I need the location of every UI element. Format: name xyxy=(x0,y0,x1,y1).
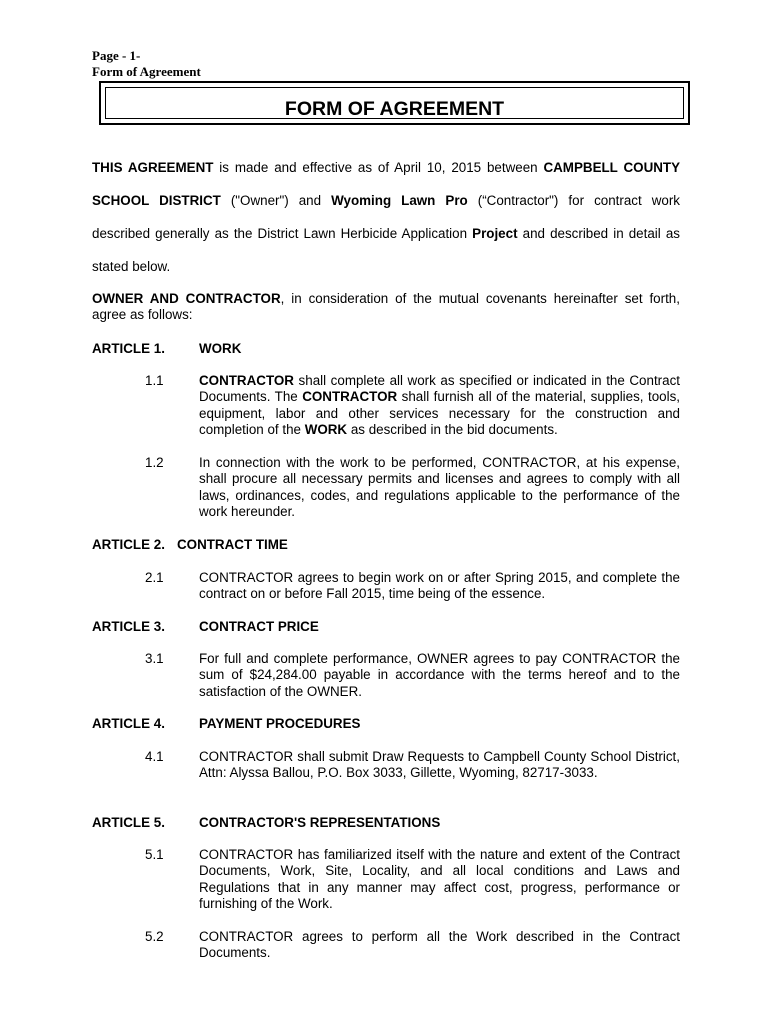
document-subtitle: Form of Agreement xyxy=(92,64,201,79)
bold-term: CONTRACTOR xyxy=(199,373,294,388)
page-number: Page - 1- xyxy=(92,48,141,63)
section-2-1-text: CONTRACTOR agrees to begin work on or after Spring 2015, and complete the contract on or before Fall 2015, time being of the essence. xyxy=(199,570,680,602)
contractor-name: Wyoming Lawn Pro xyxy=(331,193,468,208)
bold-term: CONTRACTOR xyxy=(302,389,398,405)
article-title: CONTRACTOR'S REPRESENTATIONS xyxy=(199,815,441,830)
title-box xyxy=(99,81,690,125)
article-title: WORK xyxy=(199,341,242,356)
section-number: 1.1 xyxy=(145,373,164,388)
intro-text: is made and effective as of April 10, 2015 between xyxy=(213,160,544,175)
intro-text: described generally as the District Lawn Herbicide Application xyxy=(92,226,473,241)
section-number: 5.1 xyxy=(145,847,164,862)
document-title: FORM OF AGREEMENT xyxy=(284,98,505,120)
section-5-2-text: CONTRACTOR agrees to perform all the Work described in the Contract Documents. xyxy=(199,929,680,961)
section-text: shall furnish all of the material, supplies, tools, equipment, labor and other services necessary for the construction and completion of the xyxy=(199,389,680,437)
intro-line-4: stated below. xyxy=(92,259,171,274)
intro-text: (“Contractor") for contract work xyxy=(467,193,680,208)
owner-name: CAMPBELL COUNTY xyxy=(543,160,681,175)
article-label: ARTICLE 5. xyxy=(92,815,165,830)
section-4-1-text: CONTRACTOR shall submit Draw Requests to Campbell County School District, Attn: Alyssa Ballou, P.O. Box 3033, Gillette, Wyoming, 82717-3033. xyxy=(199,749,680,781)
section-1-1-text xyxy=(199,373,680,438)
section-number: 3.1 xyxy=(145,651,164,666)
section-number: 5.2 xyxy=(145,929,164,944)
owner-contractor-bold: OWNER AND CONTRACTOR xyxy=(92,291,281,306)
project-word: Project xyxy=(472,226,518,241)
owner-name-cont: SCHOOL DISTRICT xyxy=(92,193,221,208)
intro-bold: THIS AGREEMENT xyxy=(92,160,214,175)
article-label: ARTICLE 4. xyxy=(92,716,165,731)
section-number: 2.1 xyxy=(145,570,164,585)
article-label: ARTICLE 2. xyxy=(92,537,165,552)
section-5-1-text: CONTRACTOR has familiarized itself with the nature and extent of the Contract Documents, Work, Site, Locality, and all local conditions and Laws and Regulations that in any manner may affect cost, progress, performance or furnishing of the Work. xyxy=(199,847,680,911)
intro-line-2 xyxy=(92,193,680,209)
intro-line-3 xyxy=(92,226,680,242)
article-title: PAYMENT PROCEDURES xyxy=(199,716,361,731)
owner-contractor-paragraph xyxy=(92,291,680,324)
article-title: CONTRACT PRICE xyxy=(199,619,319,634)
section-3-1-text: For full and complete performance, OWNER agrees to pay CONTRACTOR the sum of $24,284.00 payable in accordance with the terms hereof and to the satisfaction of the OWNER. xyxy=(199,651,680,699)
intro-text: and described in detail as xyxy=(517,226,680,241)
section-text: shall complete all work as specified or indicated in the Contract Documents. The xyxy=(199,373,680,405)
article-label: ARTICLE 1. xyxy=(92,341,165,356)
article-label: ARTICLE 3. xyxy=(92,619,165,634)
article-title: CONTRACT TIME xyxy=(177,537,288,552)
section-1-2-text: In connection with the work to be performed, CONTRACTOR, at his expense, shall procure all necessary permits and licenses and agrees to comply with all laws, ordinances, codes, and regulations applicable to the performance of the work hereunder. xyxy=(199,455,680,519)
bold-term: WORK xyxy=(304,421,348,437)
owner-contractor-text: , in consideration of the mutual covenants hereinafter set forth, agree as follows: xyxy=(92,291,680,323)
section-number: 1.2 xyxy=(145,455,164,470)
section-text: as described in the bid documents. xyxy=(347,421,558,437)
intro-text: ("Owner") and xyxy=(220,193,332,208)
intro-line-1 xyxy=(92,160,680,176)
section-number: 4.1 xyxy=(145,749,164,764)
